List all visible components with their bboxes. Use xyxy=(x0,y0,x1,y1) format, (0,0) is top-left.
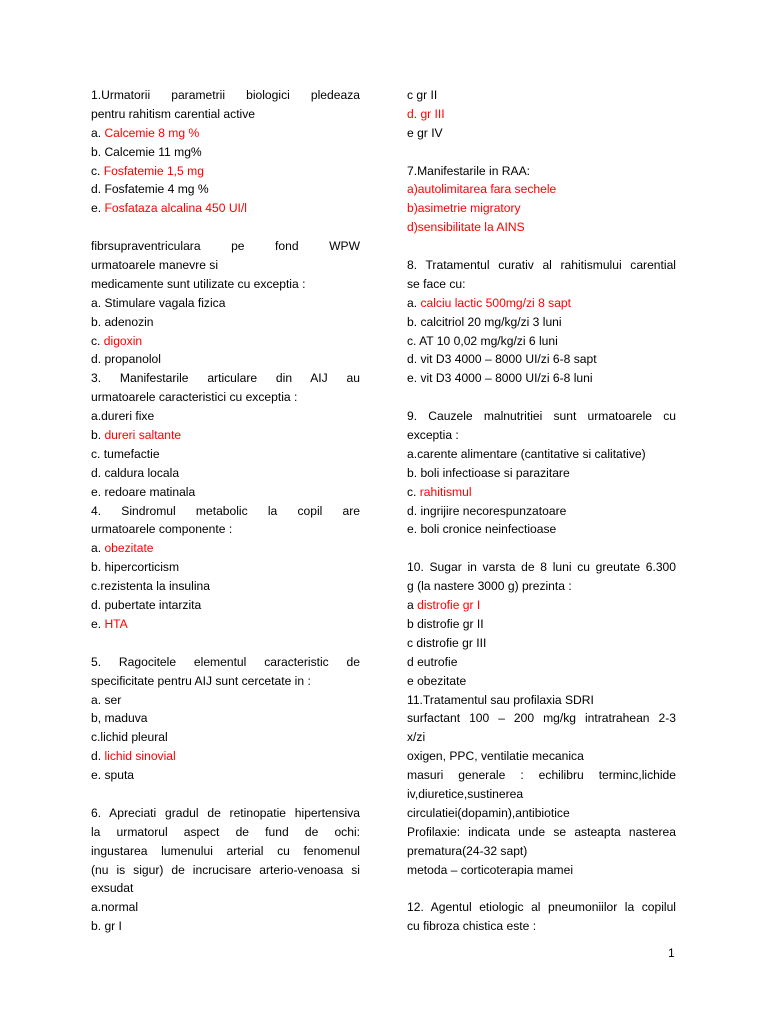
line-text: (nu is sigur) de incrucisare arterio-venoasa si xyxy=(91,862,360,877)
blank-line xyxy=(407,388,676,407)
text-line xyxy=(91,596,360,615)
correct-answer-text: b)asimetrie migratory xyxy=(407,201,521,216)
answer-line xyxy=(91,426,360,445)
text-line xyxy=(407,313,676,332)
line-text: 11.Tratamentul sau profilaxia SDRI xyxy=(407,692,594,707)
text-line xyxy=(91,483,360,502)
option-prefix: a. xyxy=(91,541,105,556)
text-line xyxy=(91,143,360,162)
line-text: 7.Manifestarile in RAA: xyxy=(407,163,531,178)
answer-line xyxy=(91,615,360,634)
line-text: b. gr I xyxy=(91,919,122,934)
line-text: la urmatorul aspect de fund de ochi: xyxy=(91,824,360,839)
option-prefix: a xyxy=(407,598,418,613)
text-line xyxy=(407,917,676,936)
text-line xyxy=(407,256,676,275)
option-prefix: c. xyxy=(91,333,104,348)
blank-line xyxy=(407,237,676,256)
text-line xyxy=(91,86,360,105)
text-line xyxy=(407,502,676,521)
option-prefix: b. xyxy=(91,428,105,443)
text-line xyxy=(91,691,360,710)
text-line xyxy=(407,747,676,766)
line-text: 8. Tratamentul curativ al rahitismului carential xyxy=(407,258,676,273)
line-text: Profilaxie: indicata unde se asteapta nasterea xyxy=(407,824,676,839)
blank-line xyxy=(407,143,676,162)
text-line xyxy=(407,426,676,445)
line-text: urmatoarele componente : xyxy=(91,522,233,537)
text-line xyxy=(91,105,360,124)
text-line xyxy=(407,407,676,426)
text-line xyxy=(407,709,676,728)
text-line xyxy=(91,502,360,521)
option-prefix: e. xyxy=(91,616,105,631)
blank-line xyxy=(407,539,676,558)
correct-answer-text: obezitate xyxy=(104,541,154,556)
line-text: b. boli infectioase si parazitare xyxy=(407,465,570,480)
answer-line xyxy=(407,483,676,502)
text-line xyxy=(91,672,360,691)
text-line xyxy=(407,861,676,880)
line-text: b distrofie gr II xyxy=(407,616,484,631)
text-line xyxy=(91,842,360,861)
line-text: 12. Agentul etiologic al pneumoniilor la copilul xyxy=(407,900,676,915)
line-text: masuri generale : echilibru terminc,lichide xyxy=(407,768,676,783)
text-line xyxy=(407,124,676,143)
line-text: specificitate pentru AIJ sunt cercetate in : xyxy=(91,673,311,688)
line-text: ingustarea lumenului arterial cu fenomenul xyxy=(91,843,360,858)
answer-line xyxy=(91,539,360,558)
line-text: 5. Ragocitele elementul caracteristic de xyxy=(91,654,360,669)
text-line xyxy=(407,672,676,691)
text-line xyxy=(407,728,676,747)
line-text: iv,diuretice,sustinerea xyxy=(407,786,524,801)
correct-answer-text: distrofie gr I xyxy=(417,598,481,613)
text-line xyxy=(91,275,360,294)
line-text: 4. Sindromul metabolic la copil are xyxy=(91,503,360,518)
text-line xyxy=(91,577,360,596)
answer-line xyxy=(91,162,360,181)
text-line xyxy=(91,879,360,898)
text-line xyxy=(91,237,360,256)
text-line xyxy=(91,766,360,785)
answer-line xyxy=(407,105,676,124)
correct-answer-text: d. gr III xyxy=(407,106,445,121)
text-line xyxy=(407,464,676,483)
correct-answer-text: rahitismul xyxy=(419,484,472,499)
line-text: d. vit D3 4000 – 8000 UI/zi 6-8 sapt xyxy=(407,352,597,367)
line-text: urmatoarele caracteristici cu exceptia : xyxy=(91,390,298,405)
line-text: cu fibroza chistica este : xyxy=(407,919,537,934)
page-number: 1 xyxy=(668,946,675,960)
text-line xyxy=(407,445,676,464)
correct-answer-text: dureri saltante xyxy=(104,428,182,443)
answer-line xyxy=(407,199,676,218)
line-text: surfactant 100 – 200 mg/kg intratrahean 2-3 xyxy=(407,711,676,726)
blank-line xyxy=(407,879,676,898)
correct-answer-text: Fosfatemie 1,5 mg xyxy=(103,163,204,178)
line-text: d. caldura locala xyxy=(91,465,180,480)
line-text: c. tumefactie xyxy=(91,446,160,461)
line-text: c gr II xyxy=(407,88,438,102)
correct-answer-text: digoxin xyxy=(103,333,143,348)
line-text: c.lichid pleural xyxy=(91,730,168,745)
text-line xyxy=(407,766,676,785)
line-text: circulatiei(dopamin),antibiotice xyxy=(407,805,570,820)
answer-line xyxy=(407,596,676,615)
text-line xyxy=(407,898,676,917)
text-line xyxy=(91,898,360,917)
line-text: oxigen, PPC, ventilatie mecanica xyxy=(407,749,584,764)
text-line xyxy=(91,313,360,332)
answer-line xyxy=(407,294,676,313)
answer-line xyxy=(407,218,676,237)
text-line xyxy=(91,558,360,577)
text-line xyxy=(91,180,360,199)
line-text: metoda – corticoterapia mamei xyxy=(407,862,574,877)
line-text: 1.Urmatorii parametrii biologici pledeaza xyxy=(91,88,360,102)
answer-line xyxy=(91,199,360,218)
line-text: fibrsupraventriculara pe fond WPW xyxy=(91,239,360,254)
text-line xyxy=(407,653,676,672)
text-line xyxy=(91,709,360,728)
text-line xyxy=(91,653,360,672)
blank-line xyxy=(91,218,360,237)
line-text: e. vit D3 4000 – 8000 UI/zi 6-8 luni xyxy=(407,371,593,386)
text-line xyxy=(407,369,676,388)
text-line xyxy=(407,577,676,596)
text-line xyxy=(407,842,676,861)
line-text: a.normal xyxy=(91,900,139,915)
text-line xyxy=(407,558,676,577)
line-text: d. ingrijire necorespunzatoare xyxy=(407,503,567,518)
line-text: pentru rahitism carential active xyxy=(91,106,256,121)
line-text: c distrofie gr III xyxy=(407,635,487,650)
option-prefix: a. xyxy=(91,125,105,140)
line-text: b. Calcemie 11 mg% xyxy=(91,144,202,159)
line-text: e. boli cronice neinfectioase xyxy=(407,522,557,537)
line-text: a. ser xyxy=(91,692,122,707)
text-line xyxy=(91,804,360,823)
answer-line xyxy=(91,124,360,143)
text-line xyxy=(91,464,360,483)
line-text: 6. Apreciati gradul de retinopatie hipertensiva xyxy=(91,805,360,820)
text-line xyxy=(407,785,676,804)
answer-line xyxy=(91,332,360,351)
line-text: b. hipercorticism xyxy=(91,560,180,575)
line-text: e gr IV xyxy=(407,125,443,140)
line-text: a.dureri fixe xyxy=(91,409,155,424)
line-text: 10. Sugar in varsta de 8 luni cu greutate 6.300 xyxy=(407,560,676,575)
line-text: g (la nastere 3000 g) prezinta : xyxy=(407,579,572,594)
text-line xyxy=(407,823,676,842)
blank-line xyxy=(91,634,360,653)
line-text: exceptia : xyxy=(407,428,459,443)
correct-answer-text: HTA xyxy=(104,616,128,631)
line-text: d. pubertate intarzita xyxy=(91,598,202,613)
text-line xyxy=(91,388,360,407)
text-line xyxy=(91,256,360,275)
line-text: exsudat xyxy=(91,881,134,896)
line-text: d. Fosfatemie 4 mg % xyxy=(91,182,209,197)
text-line xyxy=(91,917,360,936)
option-prefix: c. xyxy=(407,484,420,499)
line-text: d. propanolol xyxy=(91,352,161,367)
correct-answer-text: Calcemie 8 mg % xyxy=(104,125,200,140)
line-text: se face cu: xyxy=(407,276,466,291)
text-line xyxy=(407,615,676,634)
line-text: medicamente sunt utilizate cu exceptia : xyxy=(91,276,306,291)
line-text: e. redoare matinala xyxy=(91,484,196,499)
line-text: prematura(24-32 sapt) xyxy=(407,843,528,858)
text-line xyxy=(407,275,676,294)
option-prefix: c. xyxy=(91,163,104,178)
option-prefix: d. xyxy=(91,749,105,764)
line-text: c. AT 10 0,02 mg/kg/zi 6 luni xyxy=(407,333,558,348)
correct-answer-text: calciu lactic 500mg/zi 8 sapt xyxy=(420,295,572,310)
option-prefix: e. xyxy=(91,201,105,216)
right-column xyxy=(407,86,676,936)
line-text: b. calcitriol 20 mg/kg/zi 3 luni xyxy=(407,314,562,329)
line-text: 3. Manifestarile articulare din AIJ au xyxy=(91,371,360,386)
text-line xyxy=(91,728,360,747)
line-text: a.carente alimentare (cantitative si calitative) xyxy=(407,446,646,461)
line-text: x/zi xyxy=(407,730,426,745)
text-line xyxy=(91,369,360,388)
line-text: d eutrofie xyxy=(407,654,458,669)
text-line xyxy=(407,86,676,105)
text-line xyxy=(407,520,676,539)
answer-line xyxy=(91,747,360,766)
line-text: urmatoarele manevre si xyxy=(91,258,219,273)
correct-answer-text: lichid sinovial xyxy=(104,749,176,764)
text-line xyxy=(407,350,676,369)
text-line xyxy=(407,804,676,823)
line-text: 9. Cauzele malnutritiei sunt urmatoarele cu xyxy=(407,409,676,424)
text-line xyxy=(91,520,360,539)
correct-answer-text: a)autolimitarea fara sechele xyxy=(407,182,557,197)
answer-line xyxy=(407,180,676,199)
text-line xyxy=(91,350,360,369)
text-line xyxy=(91,823,360,842)
line-text: a. Stimulare vagala fizica xyxy=(91,295,226,310)
text-line xyxy=(407,634,676,653)
correct-answer-text: Fosfataza alcalina 450 UI/l xyxy=(104,201,247,216)
text-line xyxy=(407,691,676,710)
line-text: c.rezistenta la insulina xyxy=(91,579,210,594)
line-text: b, maduva xyxy=(91,711,148,726)
line-text: e. sputa xyxy=(91,768,135,783)
text-line xyxy=(91,445,360,464)
left-column xyxy=(91,86,360,936)
correct-answer-text: d)sensibilitate la AINS xyxy=(407,220,525,235)
text-line xyxy=(91,294,360,313)
blank-line xyxy=(91,785,360,804)
option-prefix: a. xyxy=(407,295,421,310)
text-line xyxy=(407,162,676,181)
text-line xyxy=(91,861,360,880)
line-text: b. adenozin xyxy=(91,314,154,329)
line-text: e obezitate xyxy=(407,673,467,688)
text-line xyxy=(407,332,676,351)
text-line xyxy=(91,407,360,426)
